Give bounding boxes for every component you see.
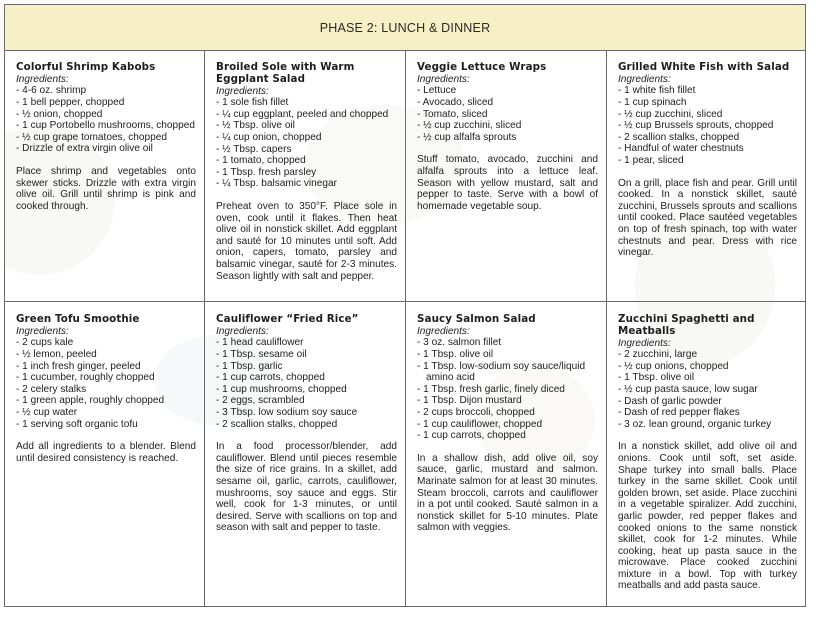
recipe-title: Grilled White Fish with Salad	[618, 61, 790, 73]
ingredient-item: - Avocado, sliced	[417, 96, 494, 108]
ingredient-item: - 1 cup carrots, chopped	[417, 430, 526, 442]
ingredient-item: - ½ cup Brussels sprouts, chopped	[618, 120, 774, 132]
ingredient-item: - ½ cup pasta sauce, low sugar	[618, 383, 758, 395]
recipe-instructions: Stuff tomato, avocado, zucchini and alfalfa sprouts into a lettuce leaf. Season with yellow mustard, salt and pepper to taste. Serve with a bowl of homemade vegetable soup.	[417, 154, 598, 212]
ingredient-item: - ½ cup zucchini, sliced	[618, 108, 723, 120]
ingredients-label: Ingredients:	[216, 325, 269, 337]
recipe-card	[5, 302, 205, 607]
ingredient-item: - 2 scallion stalks, chopped	[216, 418, 338, 430]
ingredient-item: - 2 zucchini, large	[618, 349, 698, 361]
ingredient-item: - 1 Tbsp. fresh garlic, finely diced	[417, 383, 565, 395]
page-title: PHASE 2: LUNCH & DINNER	[5, 5, 805, 51]
ingredient-item: - 1 green apple, roughly chopped	[16, 395, 165, 407]
recipe-title: Zucchini Spaghetti and Meatballs	[618, 313, 755, 337]
ingredient-item: - ½ Tbsp. olive oil	[216, 120, 295, 132]
ingredient-item: - Lettuce	[417, 85, 457, 97]
ingredients-label: Ingredients:	[417, 73, 470, 85]
ingredient-item: - 4-6 oz. shrimp	[16, 85, 87, 97]
ingredient-item: - 1 serving soft organic tofu	[16, 418, 138, 430]
ingredient-item: - 2 cups broccoli, chopped	[417, 406, 535, 418]
recipe-card	[607, 302, 805, 607]
ingredient-item: - ¼ cup eggplant, peeled and chopped	[216, 108, 389, 120]
ingredient-item: - 3 oz. salmon fillet	[417, 337, 502, 349]
recipe-instructions: Preheat oven to 350°F. Place sole in oven, cook until it flakes. Then heat olive oil in nonstick skillet. Add eggplant and sauté for 10 minutes until soft. Add onion, capers, tomato, parsley and balsamic vinegar, sauté for 2-3 minutes. Season lightly with salt and pepper.	[216, 200, 397, 282]
ingredient-item: - ½ cup alfalfa sprouts	[417, 131, 517, 143]
ingredient-item: - 2 scallion stalks, chopped	[618, 131, 740, 143]
ingredient-item: - 1 Tbsp. olive oil	[618, 372, 695, 384]
recipe-grid	[5, 50, 805, 606]
ingredient-item: - 1 Tbsp. Dijon mustard	[417, 395, 522, 407]
recipe-instructions: In a food processor/blender, add cauliflower. Blend until pieces resemble the size of rice grains. In a skillet, add sesame oil, garlic, carrots, cauliflower, mushrooms, soy sauce and eggs. Stir well, cook for 1-3 minutes, or until desired. Serve with scallions on top and season with salt and pepper to taste.	[216, 441, 397, 534]
ingredient-item: - 2 eggs, scrambled	[216, 395, 305, 407]
recipe-card	[406, 50, 607, 302]
recipe-card	[607, 50, 805, 302]
ingredient-item: - 1 tomato, chopped	[216, 155, 306, 167]
recipe-title: Broiled Sole with Warm Eggplant Salad	[216, 61, 355, 85]
recipe-title: Veggie Lettuce Wraps	[417, 61, 547, 73]
ingredient-item: - 1 cup carrots, chopped	[216, 372, 325, 384]
ingredient-item: - ½ onion, chopped	[16, 108, 103, 120]
ingredient-list	[618, 85, 797, 166]
ingredient-item: - ½ Tbsp. capers	[216, 143, 292, 155]
ingredient-list	[417, 85, 598, 143]
ingredient-item: - 1 Tbsp. olive oil	[417, 348, 494, 360]
ingredient-item: - Dash of red pepper flakes	[618, 407, 740, 419]
ingredient-item: - 1 cup mushrooms, chopped	[216, 383, 347, 395]
recipe-instructions: In a nonstick skillet, add olive oil and onions. Cook until soft, set aside. Shape turkey into small balls. Place turkey in the same skillet. Cook until golden brown, set aside. Place zucchini in a vegetable spiralizer. Add zucchini, garlic powder, red pepper flakes and cooked onions to the same nonstick skillet, cook for 1-2 minutes. While cooking, heat up pasta sauce in the microwave. Place cooked zucchini mixture in a bowl. Top with turkey meatballs and add pasta sauce.	[618, 441, 797, 592]
ingredient-item: - 1 cup cauliflower, chopped	[417, 418, 543, 430]
ingredient-item: - ½ cup zucchini, sliced	[417, 120, 522, 132]
ingredient-item: - 1 cucumber, roughly chopped	[16, 372, 155, 384]
ingredient-list	[417, 337, 598, 441]
ingredient-item: - 1 Tbsp. low-sodium soy sauce/liquid amino acid	[417, 360, 586, 384]
ingredient-list	[16, 85, 196, 155]
ingredient-list	[216, 97, 397, 190]
ingredient-item: - ½ cup grape tomatoes, chopped	[16, 131, 167, 143]
recipe-instructions: On a grill, place fish and pear. Grill until cooked. In a nonstick skillet, sauté zucchini, Brussels sprouts and scallions until cooked. Place sautéed vegetables on top of fresh spinach, top with water chestnuts and pear. Dress with rice vinegar.	[618, 177, 797, 259]
ingredient-item: - ½ lemon, peeled	[16, 348, 97, 360]
ingredient-item: - 3 oz. lean ground, organic turkey	[618, 418, 772, 430]
ingredient-item: - ¼ Tbsp. balsamic vinegar	[216, 178, 337, 190]
ingredients-label: Ingredients:	[618, 73, 671, 85]
ingredient-item: - 1 white fish fillet	[618, 85, 696, 97]
ingredient-item: - 3 Tbsp. low sodium soy sauce	[216, 406, 358, 418]
ingredients-label: Ingredients:	[16, 73, 69, 85]
ingredient-list	[618, 349, 797, 430]
ingredient-item: - 1 cup spinach	[618, 96, 687, 108]
ingredient-item: - 1 head cauliflower	[216, 337, 304, 349]
ingredient-item: - Handful of water chestnuts	[618, 143, 744, 155]
ingredient-item: - 2 celery stalks	[16, 383, 87, 395]
ingredient-item: - 1 pear, sliced	[618, 154, 684, 166]
recipe-card	[205, 302, 406, 607]
recipe-title: Colorful Shrimp Kabobs	[16, 61, 156, 73]
recipe-title: Cauliflower “Fried Rice”	[216, 313, 359, 325]
ingredient-item: - 1 Tbsp. fresh parsley	[216, 166, 317, 178]
recipe-sheet	[4, 4, 806, 607]
recipe-title: Saucy Salmon Salad	[417, 313, 536, 325]
ingredient-list	[16, 337, 196, 430]
ingredient-item: - 1 cup Portobello mushrooms, chopped	[16, 120, 195, 132]
ingredient-item: - Dash of garlic powder	[618, 395, 722, 407]
ingredients-label: Ingredients:	[618, 337, 671, 349]
recipe-card	[406, 302, 607, 607]
recipe-instructions: Add all ingredients to a blender. Blend until desired consistency is reached.	[16, 441, 196, 464]
ingredient-item: - ½ cup water	[16, 406, 78, 418]
recipe-instructions: In a shallow dish, add olive oil, soy sauce, garlic, mustard and salmon. Marinate salmon for at least 30 minutes. Steam broccoli, carrots and cauliflower in a pot until cooked. Sauté salmon in a nonstick skillet for 5-10 minutes. Plate salmon with veggies.	[417, 452, 598, 534]
recipe-card	[5, 50, 205, 302]
ingredients-label: Ingredients:	[216, 85, 269, 97]
ingredients-label: Ingredients:	[417, 325, 470, 337]
ingredient-item: - Drizzle of extra virgin olive oil	[16, 143, 153, 155]
recipe-instructions: Place shrimp and vegetables onto skewer sticks. Drizzle with extra virgin olive oil. Grill until shrimp is pink and cooked through.	[16, 165, 196, 212]
ingredient-item: - 1 bell pepper, chopped	[16, 96, 125, 108]
ingredient-list	[216, 337, 397, 430]
ingredients-label: Ingredients:	[16, 325, 69, 337]
ingredient-item: - 2 cups kale	[16, 337, 74, 349]
ingredient-item: - 1 Tbsp. garlic	[216, 360, 283, 372]
ingredient-item: - 1 sole fish fillet	[216, 97, 289, 109]
ingredient-item: - ¼ cup onion, chopped	[216, 131, 322, 143]
recipe-card	[205, 50, 406, 302]
ingredient-item: - 1 inch fresh ginger, peeled	[16, 360, 141, 372]
recipe-title: Green Tofu Smoothie	[16, 313, 140, 325]
ingredient-item: - 1 Tbsp. sesame oil	[216, 348, 307, 360]
ingredient-item: - Tomato, sliced	[417, 108, 488, 120]
ingredient-item: - ½ cup onions, chopped	[618, 360, 729, 372]
